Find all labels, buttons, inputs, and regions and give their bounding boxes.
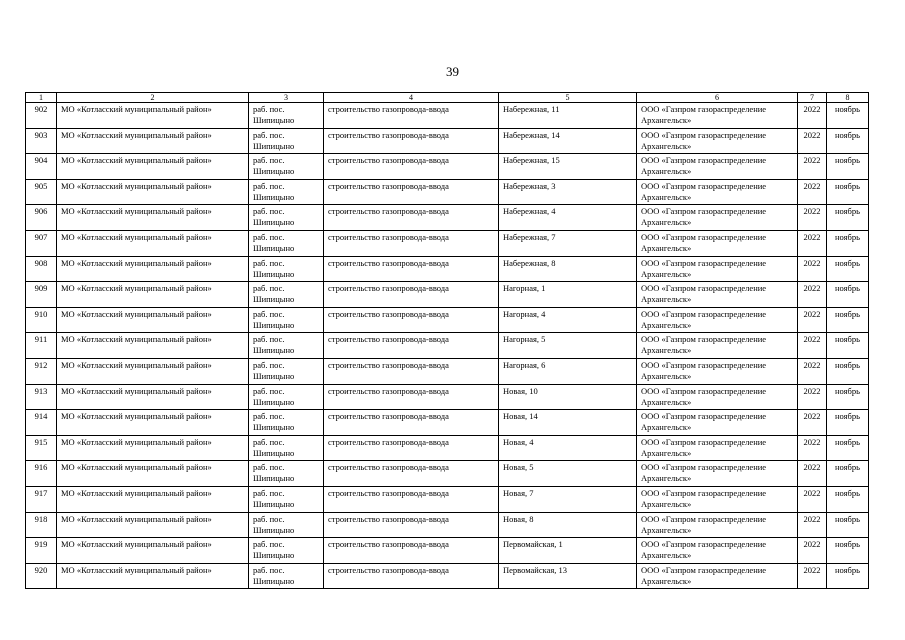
address-cell: Набережная, 15 <box>499 154 637 180</box>
settlement-cell <box>249 512 324 538</box>
table-row <box>26 179 869 205</box>
header-cell: 3 <box>249 93 324 103</box>
work-type-cell: строительство газопровода-ввода <box>324 563 499 589</box>
organization-city: Архангельск» <box>641 422 692 433</box>
settlement-type: раб. пос. <box>253 155 285 166</box>
table-row <box>26 333 869 359</box>
organization-name: ООО «Газпром газораспределение <box>641 359 767 370</box>
row-number: 902 <box>26 103 57 129</box>
organization-name: ООО «Газпром газораспределение <box>641 257 767 268</box>
month-cell: ноябрь <box>827 563 869 589</box>
organization-cell <box>637 410 798 436</box>
organization-name: ООО «Газпром газораспределение <box>641 436 767 447</box>
settlement-cell <box>249 486 324 512</box>
organization-city: Архангельск» <box>641 575 692 586</box>
organization-name: ООО «Газпром газораспределение <box>641 385 767 396</box>
organization-name: ООО «Газпром газораспределение <box>641 231 767 242</box>
settlement-name: Шипицыно <box>253 422 295 433</box>
organization-name: ООО «Газпром газораспределение <box>641 155 767 166</box>
organization-cell <box>637 435 798 461</box>
work-type-cell: строительство газопровода-ввода <box>324 538 499 564</box>
settlement-cell <box>249 230 324 256</box>
organization-name: ООО «Газпром газораспределение <box>641 539 767 550</box>
settlement-cell <box>249 307 324 333</box>
table-row <box>26 282 869 308</box>
month-cell: ноябрь <box>827 358 869 384</box>
municipality-cell: МО «Котласский муниципальный район» <box>57 179 249 205</box>
row-number: 916 <box>26 461 57 487</box>
work-type-cell: строительство газопровода-ввода <box>324 307 499 333</box>
organization-cell <box>637 103 798 129</box>
month-cell: ноябрь <box>827 205 869 231</box>
settlement-type: раб. пос. <box>253 539 285 550</box>
organization-name: ООО «Газпром газораспределение <box>641 513 767 524</box>
settlement-type: раб. пос. <box>253 411 285 422</box>
settlement-cell <box>249 358 324 384</box>
work-type-cell: строительство газопровода-ввода <box>324 486 499 512</box>
organization-cell <box>637 512 798 538</box>
organization-name: ООО «Газпром газораспределение <box>641 308 767 319</box>
address-cell: Первомайская, 1 <box>499 538 637 564</box>
table-row <box>26 154 869 180</box>
year-cell: 2022 <box>798 486 827 512</box>
municipality-cell: МО «Котласский муниципальный район» <box>57 486 249 512</box>
organization-name: ООО «Газпром газораспределение <box>641 411 767 422</box>
municipality-cell: МО «Котласский муниципальный район» <box>57 333 249 359</box>
municipality-cell: МО «Котласский муниципальный район» <box>57 384 249 410</box>
municipality-cell: МО «Котласский муниципальный район» <box>57 538 249 564</box>
row-number: 912 <box>26 358 57 384</box>
municipality-cell: МО «Котласский муниципальный район» <box>57 128 249 154</box>
month-cell: ноябрь <box>827 486 869 512</box>
month-cell: ноябрь <box>827 512 869 538</box>
address-cell: Нагорная, 4 <box>499 307 637 333</box>
gas-connection-table <box>25 92 869 589</box>
settlement-type: раб. пос. <box>253 487 285 498</box>
year-cell: 2022 <box>798 410 827 436</box>
year-cell: 2022 <box>798 358 827 384</box>
month-cell: ноябрь <box>827 461 869 487</box>
organization-city: Архангельск» <box>641 268 692 279</box>
row-number: 917 <box>26 486 57 512</box>
address-cell: Набережная, 3 <box>499 179 637 205</box>
settlement-cell <box>249 282 324 308</box>
work-type-cell: строительство газопровода-ввода <box>324 128 499 154</box>
month-cell: ноябрь <box>827 410 869 436</box>
year-cell: 2022 <box>798 282 827 308</box>
organization-cell <box>637 358 798 384</box>
table-row <box>26 384 869 410</box>
row-number: 907 <box>26 230 57 256</box>
work-type-cell: строительство газопровода-ввода <box>324 205 499 231</box>
organization-city: Архангельск» <box>641 294 692 305</box>
address-cell: Новая, 4 <box>499 435 637 461</box>
month-cell: ноябрь <box>827 333 869 359</box>
settlement-type: раб. пос. <box>253 231 285 242</box>
organization-name: ООО «Газпром газораспределение <box>641 206 767 217</box>
municipality-cell: МО «Котласский муниципальный район» <box>57 230 249 256</box>
work-type-cell: строительство газопровода-ввода <box>324 512 499 538</box>
organization-name: ООО «Газпром газораспределение <box>641 104 767 114</box>
work-type-cell: строительство газопровода-ввода <box>324 256 499 282</box>
settlement-cell <box>249 435 324 461</box>
municipality-cell: МО «Котласский муниципальный район» <box>57 435 249 461</box>
address-cell: Набережная, 14 <box>499 128 637 154</box>
organization-cell <box>637 333 798 359</box>
organization-cell <box>637 256 798 282</box>
header-cell: 5 <box>499 93 637 103</box>
organization-city: Архангельск» <box>641 166 692 177</box>
work-type-cell: строительство газопровода-ввода <box>324 154 499 180</box>
organization-name: ООО «Газпром газораспределение <box>641 129 767 140</box>
row-number: 905 <box>26 179 57 205</box>
work-type-cell: строительство газопровода-ввода <box>324 230 499 256</box>
address-cell: Новая, 8 <box>499 512 637 538</box>
settlement-name: Шипицыно <box>253 242 295 253</box>
organization-name: ООО «Газпром газораспределение <box>641 462 767 473</box>
year-cell: 2022 <box>798 307 827 333</box>
table-row <box>26 128 869 154</box>
row-number: 914 <box>26 410 57 436</box>
address-cell: Нагорная, 5 <box>499 333 637 359</box>
table-row <box>26 230 869 256</box>
month-cell: ноябрь <box>827 538 869 564</box>
organization-city: Архангельск» <box>641 524 692 535</box>
organization-city: Архангельск» <box>641 345 692 356</box>
work-type-cell: строительство газопровода-ввода <box>324 282 499 308</box>
table-row <box>26 205 869 231</box>
settlement-type: раб. пос. <box>253 513 285 524</box>
row-number: 909 <box>26 282 57 308</box>
municipality-cell: МО «Котласский муниципальный район» <box>57 410 249 436</box>
address-cell: Новая, 5 <box>499 461 637 487</box>
row-number: 906 <box>26 205 57 231</box>
organization-name: ООО «Газпром газораспределение <box>641 334 767 345</box>
row-number: 918 <box>26 512 57 538</box>
municipality-cell: МО «Котласский муниципальный район» <box>57 205 249 231</box>
organization-cell <box>637 230 798 256</box>
row-number: 910 <box>26 307 57 333</box>
organization-cell <box>637 307 798 333</box>
settlement-name: Шипицыно <box>253 268 295 279</box>
settlement-name: Шипицыно <box>253 294 295 305</box>
settlement-type: раб. пос. <box>253 257 285 268</box>
organization-city: Архангельск» <box>641 217 692 228</box>
work-type-cell: строительство газопровода-ввода <box>324 435 499 461</box>
organization-cell <box>637 486 798 512</box>
organization-city: Архангельск» <box>641 191 692 202</box>
settlement-cell <box>249 205 324 231</box>
settlement-name: Шипицыно <box>253 191 295 202</box>
work-type-cell: строительство газопровода-ввода <box>324 384 499 410</box>
year-cell: 2022 <box>798 154 827 180</box>
settlement-cell <box>249 538 324 564</box>
settlement-type: раб. пос. <box>253 206 285 217</box>
address-cell: Нагорная, 1 <box>499 282 637 308</box>
organization-cell <box>637 179 798 205</box>
year-cell: 2022 <box>798 435 827 461</box>
settlement-name: Шипицыно <box>253 550 295 561</box>
year-cell: 2022 <box>798 256 827 282</box>
table-row <box>26 435 869 461</box>
header-cell: 7 <box>798 93 827 103</box>
organization-name: ООО «Газпром газораспределение <box>641 283 767 294</box>
organization-cell <box>637 384 798 410</box>
settlement-type: раб. пос. <box>253 104 285 114</box>
month-cell: ноябрь <box>827 256 869 282</box>
table-row <box>26 563 869 589</box>
settlement-name: Шипицыно <box>253 140 295 151</box>
organization-city: Архангельск» <box>641 550 692 561</box>
organization-cell <box>637 461 798 487</box>
header-cell: 4 <box>324 93 499 103</box>
header-cell: 2 <box>57 93 249 103</box>
work-type-cell: строительство газопровода-ввода <box>324 333 499 359</box>
municipality-cell: МО «Котласский муниципальный район» <box>57 512 249 538</box>
month-cell: ноябрь <box>827 307 869 333</box>
municipality-cell: МО «Котласский муниципальный район» <box>57 154 249 180</box>
settlement-cell <box>249 256 324 282</box>
address-cell: Первомайская, 13 <box>499 563 637 589</box>
organization-cell <box>637 538 798 564</box>
settlement-name: Шипицыно <box>253 473 295 484</box>
settlement-name: Шипицыно <box>253 319 295 330</box>
row-number: 908 <box>26 256 57 282</box>
organization-city: Архангельск» <box>641 242 692 253</box>
settlement-name: Шипицыно <box>253 524 295 535</box>
year-cell: 2022 <box>798 538 827 564</box>
municipality-cell: МО «Котласский муниципальный район» <box>57 307 249 333</box>
organization-cell <box>637 128 798 154</box>
municipality-cell: МО «Котласский муниципальный район» <box>57 358 249 384</box>
work-type-cell: строительство газопровода-ввода <box>324 358 499 384</box>
settlement-cell <box>249 103 324 129</box>
organization-cell <box>637 282 798 308</box>
row-number: 903 <box>26 128 57 154</box>
settlement-name: Шипицыно <box>253 217 295 228</box>
month-cell: ноябрь <box>827 103 869 129</box>
municipality-cell: МО «Котласский муниципальный район» <box>57 563 249 589</box>
row-number: 904 <box>26 154 57 180</box>
row-number: 919 <box>26 538 57 564</box>
settlement-name: Шипицыно <box>253 345 295 356</box>
address-cell: Нагорная, 6 <box>499 358 637 384</box>
settlement-name: Шипицыно <box>253 115 295 125</box>
header-cell: 8 <box>827 93 869 103</box>
settlement-cell <box>249 179 324 205</box>
settlement-type: раб. пос. <box>253 129 285 140</box>
settlement-name: Шипицыно <box>253 575 295 586</box>
settlement-cell <box>249 384 324 410</box>
settlement-name: Шипицыно <box>253 447 295 458</box>
organization-cell <box>637 563 798 589</box>
address-cell: Набережная, 4 <box>499 205 637 231</box>
organization-city: Архангельск» <box>641 370 692 381</box>
settlement-type: раб. пос. <box>253 436 285 447</box>
settlement-cell <box>249 410 324 436</box>
organization-cell <box>637 205 798 231</box>
organization-city: Архангельск» <box>641 473 692 484</box>
table-row <box>26 512 869 538</box>
column-number-header <box>26 93 869 103</box>
header-row <box>26 93 869 103</box>
year-cell: 2022 <box>798 384 827 410</box>
table-body <box>26 103 869 589</box>
settlement-type: раб. пос. <box>253 283 285 294</box>
organization-name: ООО «Газпром газораспределение <box>641 180 767 191</box>
work-type-cell: строительство газопровода-ввода <box>324 410 499 436</box>
table-row <box>26 461 869 487</box>
settlement-type: раб. пос. <box>253 385 285 396</box>
row-number: 915 <box>26 435 57 461</box>
settlement-type: раб. пос. <box>253 564 285 575</box>
header-cell: 6 <box>637 93 798 103</box>
municipality-cell: МО «Котласский муниципальный район» <box>57 461 249 487</box>
settlement-cell <box>249 333 324 359</box>
month-cell: ноябрь <box>827 179 869 205</box>
organization-city: Архангельск» <box>641 396 692 407</box>
table-row <box>26 307 869 333</box>
address-cell: Набережная, 7 <box>499 230 637 256</box>
settlement-name: Шипицыно <box>253 166 295 177</box>
table-row <box>26 256 869 282</box>
organization-cell <box>637 154 798 180</box>
municipality-cell: МО «Котласский муниципальный район» <box>57 103 249 129</box>
address-cell: Набережная, 8 <box>499 256 637 282</box>
month-cell: ноябрь <box>827 282 869 308</box>
year-cell: 2022 <box>798 128 827 154</box>
row-number: 911 <box>26 333 57 359</box>
settlement-name: Шипицыно <box>253 370 295 381</box>
organization-name: ООО «Газпром газораспределение <box>641 564 767 575</box>
year-cell: 2022 <box>798 512 827 538</box>
settlement-type: раб. пос. <box>253 359 285 370</box>
organization-city: Архангельск» <box>641 115 692 125</box>
month-cell: ноябрь <box>827 154 869 180</box>
year-cell: 2022 <box>798 461 827 487</box>
settlement-type: раб. пос. <box>253 180 285 191</box>
address-cell: Новая, 14 <box>499 410 637 436</box>
year-cell: 2022 <box>798 333 827 359</box>
month-cell: ноябрь <box>827 384 869 410</box>
organization-city: Архангельск» <box>641 447 692 458</box>
row-number: 913 <box>26 384 57 410</box>
work-type-cell: строительство газопровода-ввода <box>324 461 499 487</box>
municipality-cell: МО «Котласский муниципальный район» <box>57 256 249 282</box>
year-cell: 2022 <box>798 179 827 205</box>
settlement-type: раб. пос. <box>253 308 285 319</box>
month-cell: ноябрь <box>827 230 869 256</box>
settlement-name: Шипицыно <box>253 396 295 407</box>
settlement-cell <box>249 461 324 487</box>
year-cell: 2022 <box>798 563 827 589</box>
organization-city: Архангельск» <box>641 140 692 151</box>
row-number: 920 <box>26 563 57 589</box>
settlement-cell <box>249 128 324 154</box>
municipality-cell: МО «Котласский муниципальный район» <box>57 282 249 308</box>
work-type-cell: строительство газопровода-ввода <box>324 179 499 205</box>
settlement-cell <box>249 154 324 180</box>
settlement-type: раб. пос. <box>253 334 285 345</box>
address-cell: Новая, 10 <box>499 384 637 410</box>
year-cell: 2022 <box>798 230 827 256</box>
address-cell: Новая, 7 <box>499 486 637 512</box>
settlement-cell <box>249 563 324 589</box>
address-cell: Набережная, 11 <box>499 103 637 129</box>
organization-name: ООО «Газпром газораспределение <box>641 487 767 498</box>
organization-city: Архангельск» <box>641 319 692 330</box>
header-cell: 1 <box>26 93 57 103</box>
page-number: 39 <box>446 64 459 79</box>
year-cell: 2022 <box>798 205 827 231</box>
year-cell: 2022 <box>798 103 827 129</box>
month-cell: ноябрь <box>827 435 869 461</box>
settlement-name: Шипицыно <box>253 498 295 509</box>
settlement-type: раб. пос. <box>253 462 285 473</box>
work-type-cell: строительство газопровода-ввода <box>324 103 499 129</box>
table-row <box>26 358 869 384</box>
month-cell: ноябрь <box>827 128 869 154</box>
table-row <box>26 410 869 436</box>
organization-city: Архангельск» <box>641 498 692 509</box>
table-row <box>26 103 869 129</box>
table-row <box>26 486 869 512</box>
table-row <box>26 538 869 564</box>
